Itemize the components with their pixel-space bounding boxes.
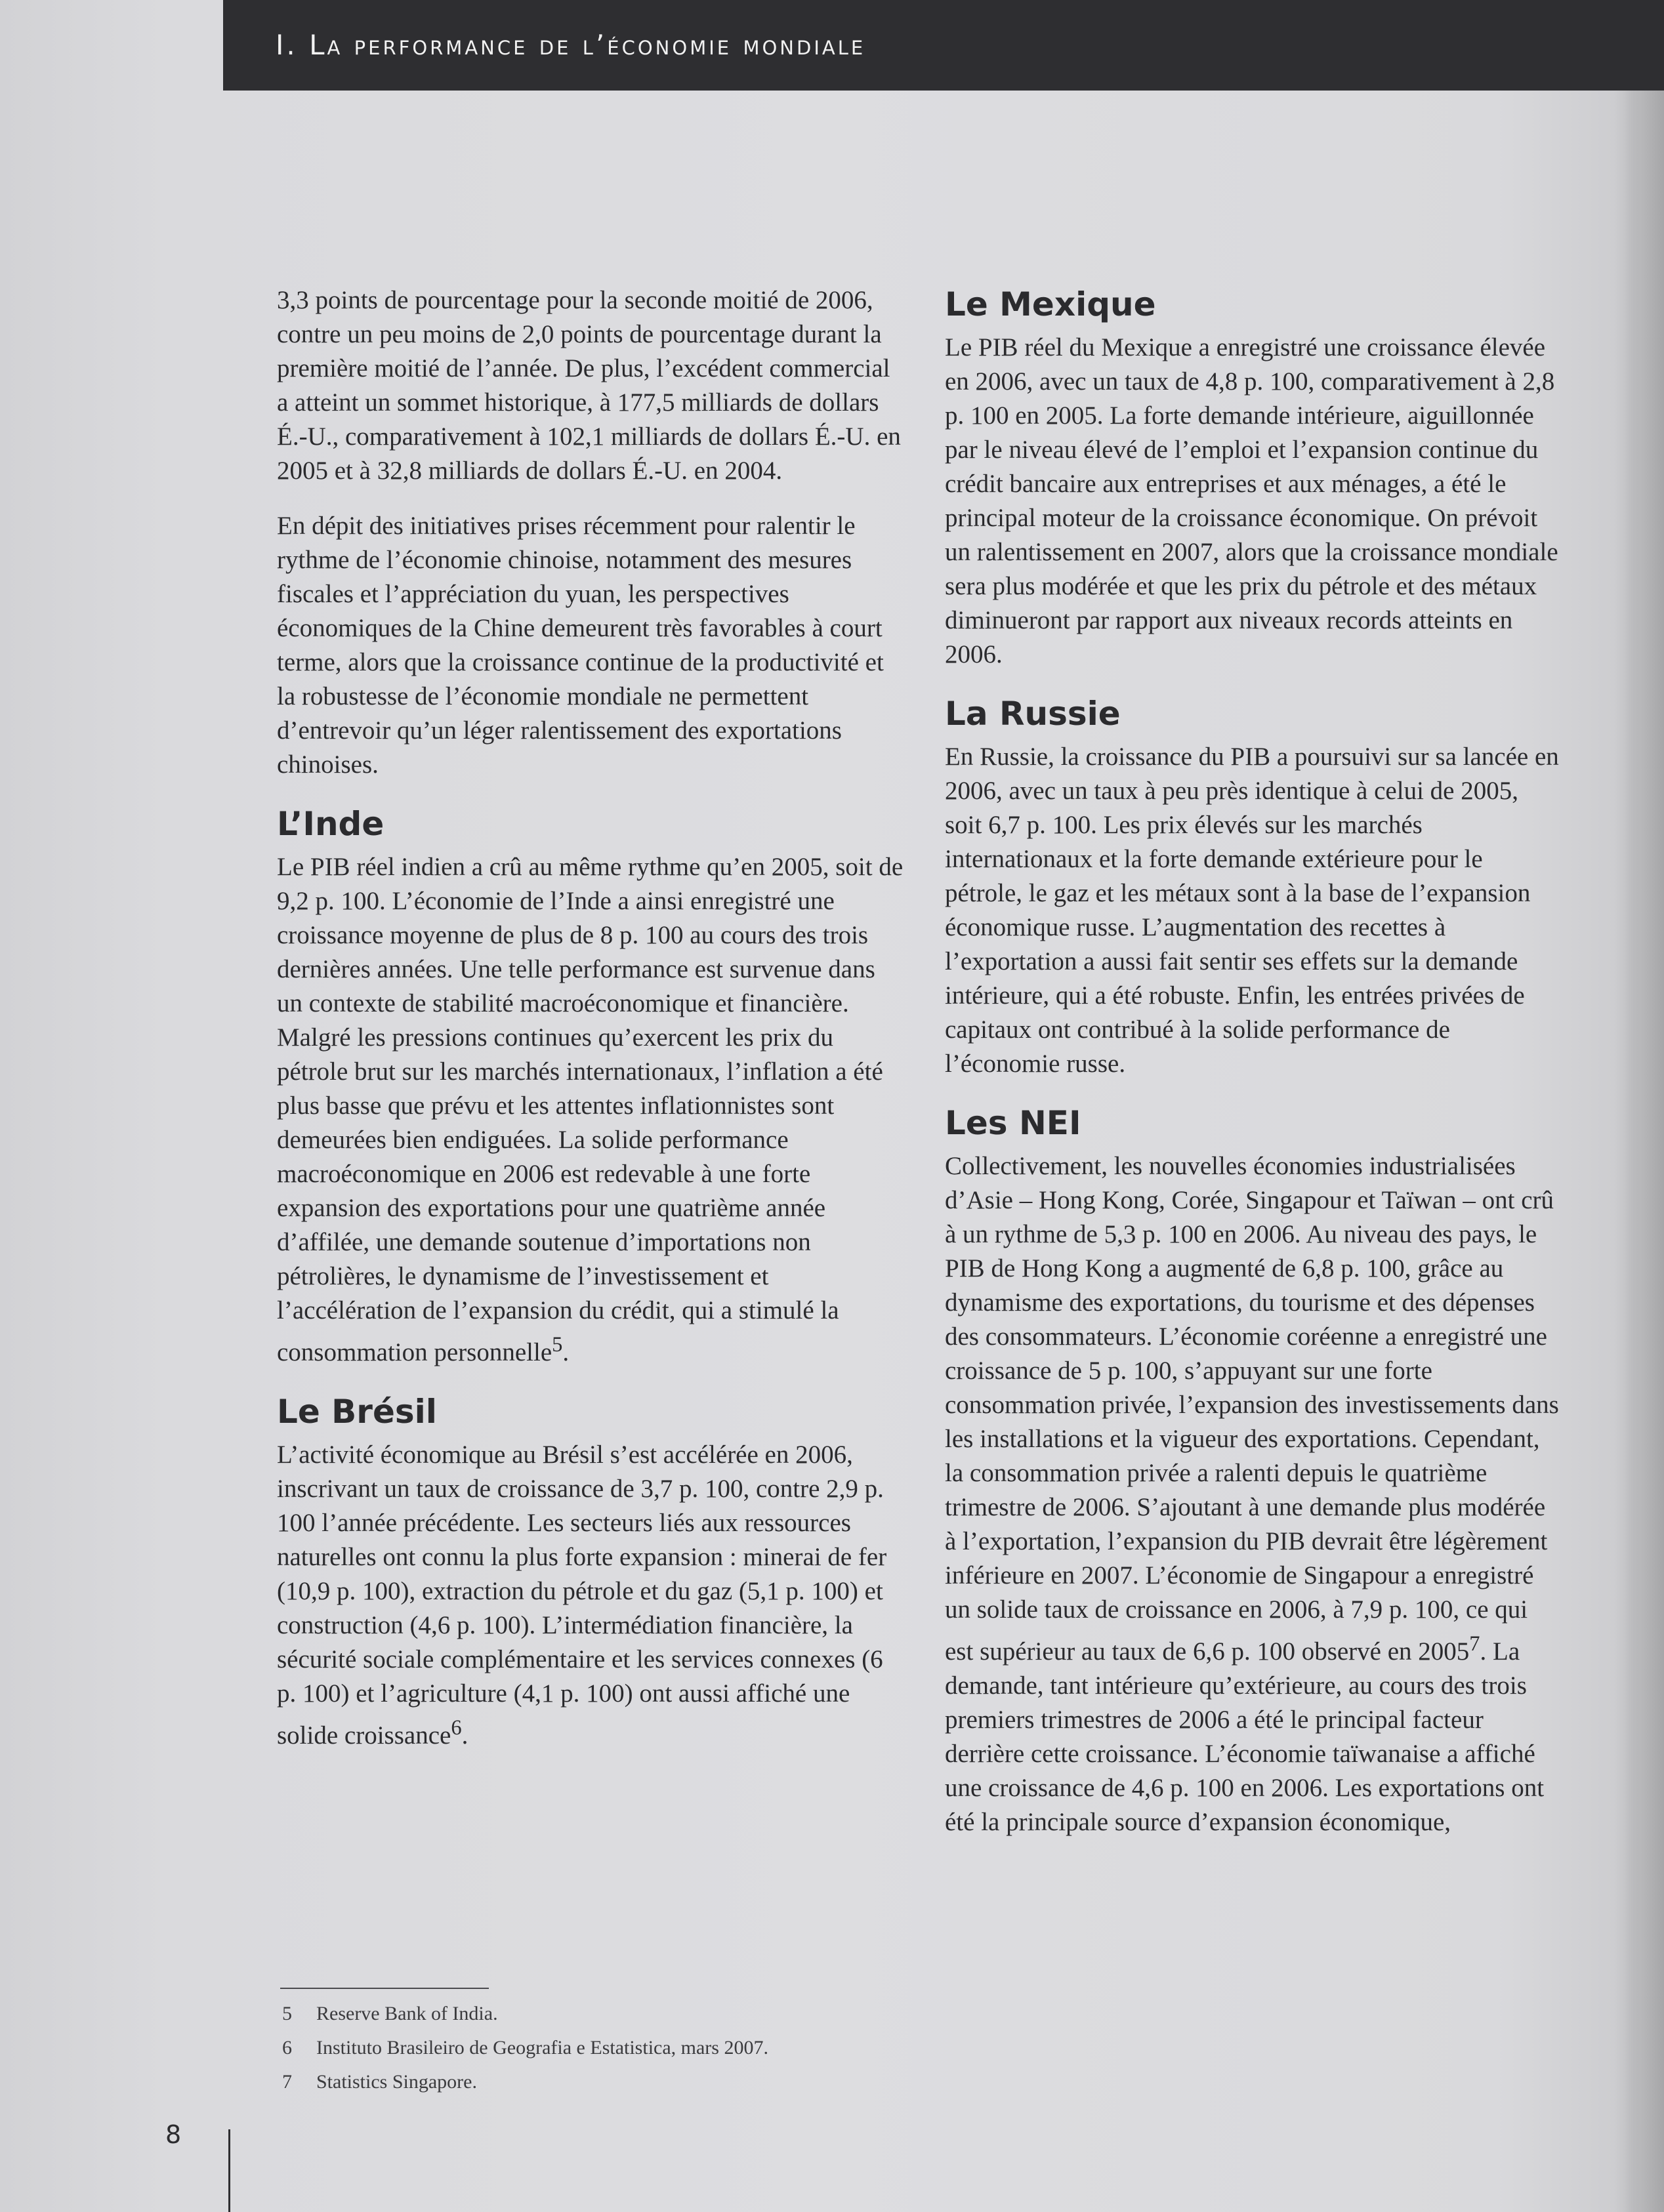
paragraph-china-trade: 3,3 points de pourcentage pour la seconde moitié de 2006, contre un peu moins de 2,0 points de pourcentage durant la première moitié de l’année. De plus, l’excédent commercial a atteint un sommet historique, à 177,5 milliards de dollars É.-U., comparativement à 102,1 milliards de dollars É.-U. en 2005 et à 32,8 milliards de dollars É.-U. en 2004.: [277, 286, 901, 485]
footnote-ref-6: 6: [451, 1716, 462, 1740]
paragraph-bresil-text: L’activité économique au Brésil s’est accélérée en 2006, inscrivant un taux de croissance de 3,7 p. 100, contre 2,9 p. 100 l’année précédente. Les secteurs liés aux ressources naturelles ont connu la plus forte expansion : minerai de fer (10,9 p. 100), extraction du pétrole et du gaz (5,1 p. 100) et construction (4,6 p. 100). L’intermédiation financière, la sécurité sociale complémentaire et les services connexes (6 p. 100) et l’agriculture (4,1 p. 100) ont aussi affiché une solide croissance: [277, 1441, 887, 1750]
section-heading-russie: La Russie: [945, 695, 1121, 733]
page-number: 8: [165, 2120, 182, 2149]
footnote-text: Statistics Singapore.: [316, 2071, 477, 2093]
section-heading-bresil: Le Brésil: [277, 1393, 437, 1431]
footnote-6: [282, 2035, 1004, 2061]
footnote-ref-5: 5: [552, 1333, 563, 1357]
right-column: [945, 283, 1562, 1839]
footnote-ref-7: 7: [1469, 1632, 1480, 1656]
footnote-5: [282, 2001, 1004, 2027]
footnotes: [282, 2001, 1004, 2103]
paragraph-nei-text-b: . La demande, tant intérieure qu’extérieure, au cours des trois premiers trimestres de 2006 a été le principal facteur derrière cette croissance. L’économie taïwanaise a affiché une croissance de 4,6 p. 100 en 2006. Les exportations ont été la principale source d’expansion économique,: [945, 1637, 1545, 1836]
running-header-title: I. La performance de l’économie mondiale: [276, 29, 866, 61]
footnote-separator: [280, 1988, 489, 1989]
paragraph-mexique: Le PIB réel du Mexique a enregistré une croissance élevée en 2006, avec un taux de 4,8 p. 100, comparativement à 2,8 p. 100 en 2005. La forte demande intérieure, aiguillonnée par le niveau élevé de l’emploi et l’expansion continue du crédit bancaire aux entreprises et aux ménages, a été le principal moteur de la croissance économique. On prévoit un ralentissement en 2007, alors que la croissance mondiale sera plus modérée et que les prix du pétrole et des métaux diminueront par rapport aux niveaux records atteints en 2006.: [945, 333, 1558, 668]
footnote-7: [282, 2069, 1004, 2095]
section-heading-mexique: Le Mexique: [945, 285, 1156, 323]
running-header-bar: [223, 0, 1664, 91]
paragraph-nei-text-a: Collectivement, les nouvelles économies industrialisées d’Asie – Hong Kong, Corée, Singapour et Taïwan – ont crû à un rythme de 5,3 p. 100 en 2006. Au niveau des pays, le PIB de Hong Kong a augmenté de 6,8 p. 100, grâce au dynamisme des exportations, du tourisme et des dépenses des consommateurs. L’économie coréenne a enregistré une croissance de 5 p. 100, s’appuyant sur une forte consommation privée, l’expansion des investissements dans les installations et la vigueur des exportations. Cependant, la consommation privée a ralenti depuis le quatrième trimestre de 2006. S’ajoutant à une demande plus modérée à l’exportation, l’expansion du PIB devrait être légèrement inférieure en 2007. L’économie de Singapour a enregistré un solide taux de croissance en 2006, à 7,9 p. 100, ce qui est supérieur au taux de 6,6 p. 100 observé en 2005: [945, 1152, 1559, 1666]
page-binding-edge: [1625, 0, 1664, 2212]
section-heading-nei: Les NEI: [945, 1104, 1081, 1142]
page-number-rule: [228, 2129, 230, 2212]
left-column: [277, 283, 904, 1753]
paragraph-inde-text: Le PIB réel indien a crû au même rythme qu’en 2005, soit de 9,2 p. 100. L’économie de l’Inde a ainsi enregistré une croissance moyenne de plus de 8 p. 100 au cours des trois dernières années. Une telle performance est survenue dans un contexte de stabilité macroéconomique et financière. Malgré les pressions continues qu’exercent les prix du pétrole brut sur les marchés internationaux, l’inflation a été plus basse que prévu et les attentes inflationnistes sont demeurées bien endiguées. La solide performance macroéconomique en 2006 est redevable à une forte expansion des exportations pour une quatrième année d’affilée, une demande soutenue d’importations non pétrolières, le dynamisme de l’investissement et l’accélération de l’expansion du crédit, qui a stimulé la consommation personnelle: [277, 853, 904, 1366]
paragraph-russie: En Russie, la croissance du PIB a poursuivi sur sa lancée en 2006, avec un taux à peu près identique à celui de 2005, soit 6,7 p. 100. Les prix élevés sur les marchés internationaux et la forte demande extérieure pour le pétrole, le gaz et les métaux sont à la base de l’expansion économique russe. L’augmentation des recettes à l’exportation a aussi fait sentir ses effets sur la demande intérieure, qui a été robuste. Enfin, les entrées privées de capitaux ont contribué à la solide performance de l’économie russe.: [945, 743, 1559, 1078]
paragraph-inde: Le PIB réel indien a crû au même rythme qu’en 2005, soit de 9,2 p. 100. L’économie de l’Inde a ainsi enregistré une croissance moyenne de plus de 8 p. 100 au cours des trois dernières années. Une telle performance est survenue dans un contexte de stabilité macroéconomique et financière. Malgré les pressions continues qu’exercent les prix du pétrole brut sur les marchés internationaux, l’inflation a été plus basse que prévu et les attentes inflationnistes sont demeurées bien endiguées. La solide performance macroéconomique en 2006 est redevable à une forte expansion des exportations pour une quatrième année d’affilée, une demande soutenue d’importations non pétrolières, le dynamisme de l’investissement et l’accélération de l’expansion du crédit, qui a stimulé la consommation personnelle$^5$.: [277, 853, 904, 1366]
section-heading-inde: L’Inde: [277, 805, 385, 843]
footnote-text: Instituto Brasileiro de Geografia e Estatistica, mars 2007.: [316, 2037, 768, 2058]
paragraph-bresil: L’activité économique au Brésil s’est accélérée en 2006, inscrivant un taux de croissance de 3,7 p. 100, contre 2,9 p. 100 l’année précédente. Les secteurs liés aux ressources naturelles ont connu la plus forte expansion : minerai de fer (10,9 p. 100), extraction du pétrole et du gaz (5,1 p. 100) et construction (4,6 p. 100). L’intermédiation financière, la sécurité sociale complémentaire et les services connexes (6 p. 100) et l’agriculture (4,1 p. 100) ont aussi affiché une solide croissance$^6$.: [277, 1441, 887, 1750]
footnote-number: 5: [282, 2003, 292, 2024]
footnote-number: 6: [282, 2037, 292, 2058]
footnote-text: Reserve Bank of India.: [316, 2003, 498, 2024]
footnote-number: 7: [282, 2071, 292, 2093]
paragraph-nei: [945, 1149, 1562, 1839]
paragraph-china-outlook: En dépit des initiatives prises récemment pour ralentir le rythme de l’économie chinoise, notamment des mesures fiscales et l’appréciation du yuan, les perspectives économiques de la Chine demeurent très favorables à court terme, alors que la croissance continue de la productivité et la robustesse de l’économie mondiale ne permettent d’entrevoir qu’un léger ralentissement des exportations chinoises.: [277, 512, 884, 779]
